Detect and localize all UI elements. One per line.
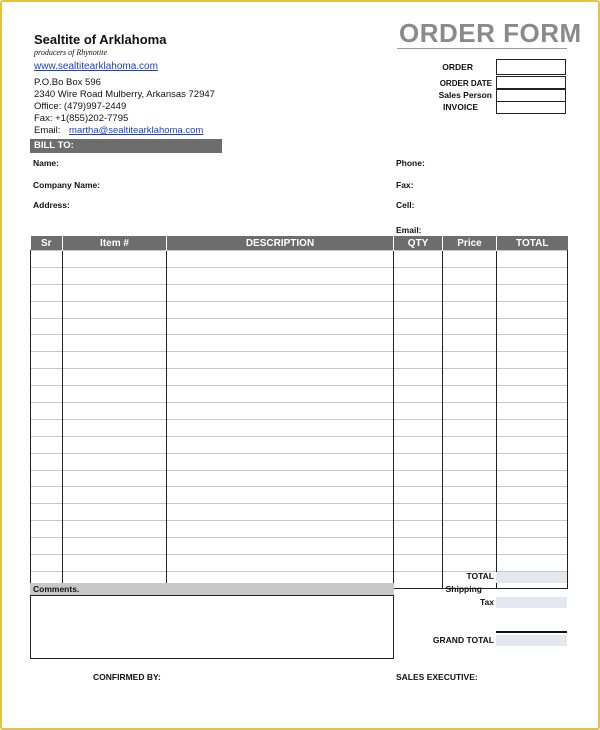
cell-description[interactable] bbox=[167, 470, 394, 487]
cell-qty[interactable] bbox=[394, 521, 443, 538]
cell-price[interactable] bbox=[443, 487, 497, 504]
cell-item[interactable] bbox=[63, 470, 167, 487]
bill-cell-label: Cell: bbox=[396, 200, 415, 210]
cell-description[interactable] bbox=[167, 504, 394, 521]
cell-item[interactable] bbox=[63, 521, 167, 538]
col-header-sr: Sr bbox=[31, 236, 63, 251]
cell-price[interactable] bbox=[443, 521, 497, 538]
cell-item[interactable] bbox=[63, 267, 167, 284]
cell-item[interactable] bbox=[63, 555, 167, 572]
cell-total[interactable] bbox=[497, 386, 568, 403]
cell-item[interactable] bbox=[63, 419, 167, 436]
company-fax: Fax: +1(855)202-7795 bbox=[34, 113, 129, 124]
cell-price[interactable] bbox=[443, 369, 497, 386]
cell-description[interactable] bbox=[167, 251, 394, 268]
table-row bbox=[31, 267, 568, 284]
cell-sr[interactable] bbox=[31, 403, 63, 420]
table-row bbox=[31, 335, 568, 352]
title-underline bbox=[397, 48, 567, 49]
table-row bbox=[31, 521, 568, 538]
cell-sr[interactable] bbox=[31, 521, 63, 538]
cell-qty[interactable] bbox=[394, 369, 443, 386]
cell-total[interactable] bbox=[497, 352, 568, 369]
col-header-item: Item # bbox=[63, 236, 167, 251]
cell-total[interactable] bbox=[497, 267, 568, 284]
cell-qty[interactable] bbox=[394, 301, 443, 318]
invoice-field[interactable] bbox=[496, 101, 566, 114]
col-header-description: DESCRIPTION bbox=[167, 236, 394, 251]
cell-total[interactable] bbox=[497, 369, 568, 386]
comments-field[interactable] bbox=[30, 595, 394, 659]
cell-item[interactable] bbox=[63, 318, 167, 335]
col-header-total: TOTAL bbox=[497, 236, 568, 251]
cell-price[interactable] bbox=[443, 538, 497, 555]
cell-qty[interactable] bbox=[394, 487, 443, 504]
cell-total[interactable] bbox=[497, 403, 568, 420]
cell-description[interactable] bbox=[167, 453, 394, 470]
address-line1: P.O.Bo Box 596 bbox=[34, 77, 101, 88]
items-table bbox=[30, 236, 568, 589]
cell-qty[interactable] bbox=[394, 419, 443, 436]
cell-qty[interactable] bbox=[394, 386, 443, 403]
tax-field[interactable] bbox=[496, 597, 567, 608]
cell-sr[interactable] bbox=[31, 301, 63, 318]
cell-sr[interactable] bbox=[31, 335, 63, 352]
cell-description[interactable] bbox=[167, 386, 394, 403]
company-tagline: producers of Rhynotite bbox=[34, 48, 108, 57]
cell-total[interactable] bbox=[497, 487, 568, 504]
table-row bbox=[31, 386, 568, 403]
cell-total[interactable] bbox=[497, 335, 568, 352]
cell-item[interactable] bbox=[63, 436, 167, 453]
cell-description[interactable] bbox=[167, 369, 394, 386]
cell-item[interactable] bbox=[63, 301, 167, 318]
table-row bbox=[31, 369, 568, 386]
cell-total[interactable] bbox=[497, 284, 568, 301]
cell-price[interactable] bbox=[443, 419, 497, 436]
cell-price[interactable] bbox=[443, 335, 497, 352]
cell-sr[interactable] bbox=[31, 386, 63, 403]
cell-qty[interactable] bbox=[394, 504, 443, 521]
cell-total[interactable] bbox=[497, 251, 568, 268]
grand-total-rule bbox=[496, 631, 567, 633]
cell-description[interactable] bbox=[167, 436, 394, 453]
table-row bbox=[31, 301, 568, 318]
cell-qty[interactable] bbox=[394, 284, 443, 301]
address-line2: 2340 Wire Road Mulberry, Arkansas 72947 bbox=[34, 89, 215, 100]
table-row bbox=[31, 487, 568, 504]
cell-sr[interactable] bbox=[31, 251, 63, 268]
cell-qty[interactable] bbox=[394, 251, 443, 268]
table-row bbox=[31, 419, 568, 436]
cell-description[interactable] bbox=[167, 284, 394, 301]
cell-item[interactable] bbox=[63, 453, 167, 470]
cell-item[interactable] bbox=[63, 369, 167, 386]
table-row bbox=[31, 403, 568, 420]
table-row bbox=[31, 453, 568, 470]
cell-price[interactable] bbox=[443, 386, 497, 403]
confirmed-by-label: CONFIRMED BY: bbox=[93, 672, 161, 682]
cell-description[interactable] bbox=[167, 419, 394, 436]
form-title: ORDER FORM bbox=[399, 18, 582, 48]
cell-sr[interactable] bbox=[31, 267, 63, 284]
cell-qty[interactable] bbox=[394, 267, 443, 284]
cell-price[interactable] bbox=[443, 504, 497, 521]
cell-description[interactable] bbox=[167, 521, 394, 538]
cell-sr[interactable] bbox=[31, 369, 63, 386]
cell-total[interactable] bbox=[497, 538, 568, 555]
cell-price[interactable] bbox=[443, 318, 497, 335]
cell-total[interactable] bbox=[497, 301, 568, 318]
cell-sr[interactable] bbox=[31, 555, 63, 572]
cell-price[interactable] bbox=[443, 403, 497, 420]
table-row bbox=[31, 318, 568, 335]
table-row bbox=[31, 538, 568, 555]
bill-address-label: Address: bbox=[33, 200, 70, 210]
sales-person-label: Sales Person bbox=[438, 90, 492, 100]
table-row bbox=[31, 352, 568, 369]
cell-total[interactable] bbox=[497, 504, 568, 521]
col-header-price: Price bbox=[443, 236, 497, 251]
bill-fax-label: Fax: bbox=[396, 180, 414, 190]
order-label: ORDER bbox=[442, 62, 473, 72]
cell-total[interactable] bbox=[497, 470, 568, 487]
cell-sr[interactable] bbox=[31, 352, 63, 369]
cell-qty[interactable] bbox=[394, 352, 443, 369]
cell-total[interactable] bbox=[497, 419, 568, 436]
cell-description[interactable] bbox=[167, 335, 394, 352]
tax-label: Tax bbox=[479, 597, 494, 607]
cell-sr[interactable] bbox=[31, 470, 63, 487]
bill-company-label: Company Name: bbox=[33, 180, 101, 190]
office-phone: Office: (479)997-2449 bbox=[34, 101, 127, 112]
cell-price[interactable] bbox=[443, 436, 497, 453]
cell-sr[interactable] bbox=[31, 538, 63, 555]
cell-qty[interactable] bbox=[394, 436, 443, 453]
grand-total-field[interactable] bbox=[496, 635, 567, 646]
cell-sr[interactable] bbox=[31, 436, 63, 453]
cell-sr[interactable] bbox=[31, 504, 63, 521]
bill-name-label: Name: bbox=[33, 158, 59, 168]
cell-description[interactable] bbox=[167, 487, 394, 504]
cell-qty[interactable] bbox=[394, 555, 443, 572]
cell-total[interactable] bbox=[497, 555, 568, 572]
table-row bbox=[31, 470, 568, 487]
company-name: Sealtite of Arklahoma bbox=[34, 32, 167, 47]
cell-description[interactable] bbox=[167, 318, 394, 335]
col-header-qty: QTY bbox=[394, 236, 443, 251]
cell-total[interactable] bbox=[497, 453, 568, 470]
cell-price[interactable] bbox=[443, 251, 497, 268]
cell-description[interactable] bbox=[167, 403, 394, 420]
cell-qty[interactable] bbox=[394, 470, 443, 487]
cell-total[interactable] bbox=[497, 436, 568, 453]
cell-description[interactable] bbox=[167, 555, 394, 572]
email-label: Email: bbox=[34, 125, 61, 136]
cell-sr[interactable] bbox=[31, 453, 63, 470]
cell-qty[interactable] bbox=[394, 335, 443, 352]
cell-qty[interactable] bbox=[394, 538, 443, 555]
cell-qty[interactable] bbox=[394, 318, 443, 335]
cell-item[interactable] bbox=[63, 386, 167, 403]
cell-item[interactable] bbox=[63, 335, 167, 352]
cell-sr[interactable] bbox=[31, 419, 63, 436]
cell-item[interactable] bbox=[63, 538, 167, 555]
invoice-label: INVOICE bbox=[443, 102, 478, 112]
cell-description[interactable] bbox=[167, 267, 394, 284]
cell-qty[interactable] bbox=[394, 453, 443, 470]
cell-item[interactable] bbox=[63, 251, 167, 268]
cell-item[interactable] bbox=[63, 352, 167, 369]
company-email-link[interactable]: martha@sealtitearklahoma.com bbox=[69, 125, 204, 136]
cell-sr[interactable] bbox=[31, 284, 63, 301]
table-row bbox=[31, 436, 568, 453]
order-date-field[interactable] bbox=[496, 76, 566, 89]
cell-qty[interactable] bbox=[394, 403, 443, 420]
cell-description[interactable] bbox=[167, 352, 394, 369]
cell-sr[interactable] bbox=[31, 487, 63, 504]
cell-price[interactable] bbox=[443, 267, 497, 284]
bill-phone-label: Phone: bbox=[396, 158, 425, 168]
shipping-label: Shipping bbox=[445, 584, 482, 594]
table-row bbox=[31, 251, 568, 268]
cell-price[interactable] bbox=[443, 470, 497, 487]
cell-description[interactable] bbox=[167, 301, 394, 318]
order-date-label: ORDER DATE bbox=[439, 79, 492, 88]
company-email-row bbox=[34, 125, 203, 136]
cell-item[interactable] bbox=[63, 403, 167, 420]
total-label: TOTAL bbox=[466, 571, 494, 581]
grand-total-label: GRAND TOTAL bbox=[432, 635, 494, 645]
cell-price[interactable] bbox=[443, 453, 497, 470]
comments-label: Comments. bbox=[30, 583, 394, 595]
cell-sr[interactable] bbox=[31, 318, 63, 335]
order-field[interactable] bbox=[496, 59, 566, 75]
cell-price[interactable] bbox=[443, 284, 497, 301]
cell-total[interactable] bbox=[497, 521, 568, 538]
cell-description[interactable] bbox=[167, 538, 394, 555]
bill-email-label: Email: bbox=[396, 225, 422, 235]
cell-total[interactable] bbox=[497, 318, 568, 335]
bill-to-heading: BILL TO: bbox=[30, 139, 222, 153]
table-row bbox=[31, 284, 568, 301]
cell-price[interactable] bbox=[443, 301, 497, 318]
cell-price[interactable] bbox=[443, 555, 497, 572]
cell-item[interactable] bbox=[63, 504, 167, 521]
cell-item[interactable] bbox=[63, 284, 167, 301]
table-row bbox=[31, 555, 568, 572]
cell-price[interactable] bbox=[443, 352, 497, 369]
company-website-link[interactable]: www.sealtitearklahoma.com bbox=[34, 61, 158, 72]
cell-item[interactable] bbox=[63, 487, 167, 504]
sales-executive-label: SALES EXECUTIVE: bbox=[396, 672, 478, 682]
total-field[interactable] bbox=[496, 572, 567, 583]
table-row bbox=[31, 504, 568, 521]
